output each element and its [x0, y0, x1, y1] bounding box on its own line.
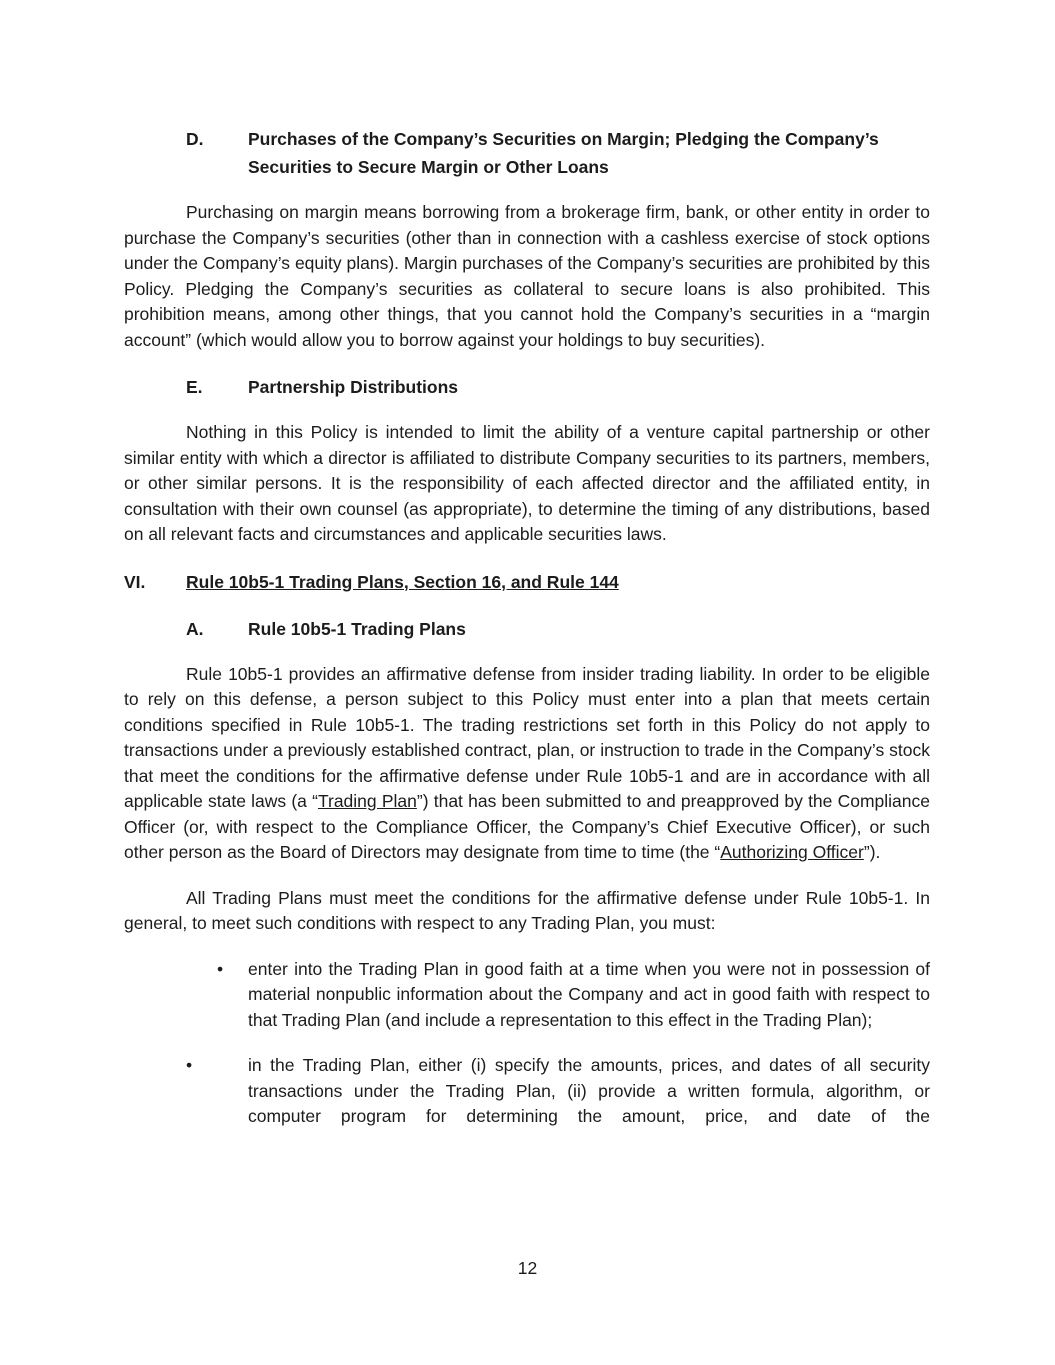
text-run: in the Trading Plan, either (i) specify the amounts, prices, and dates of all security transactions under the Trading Plan, (ii) provide a written formula, algorithm, or computer program for determining the amount, price, and date of the — [248, 1055, 930, 1126]
bullet-item — [124, 957, 930, 1034]
heading-label: D. — [186, 129, 204, 149]
bullet-icon: • — [217, 958, 224, 979]
heading-title: Rule 10b5-1 Trading Plans — [248, 618, 466, 639]
section-heading-VI — [124, 568, 930, 596]
text-run: Nothing in this Policy is intended to limit the ability of a venture capital partnership or other similar entity with which a director is affiliated to distribute Company securities to its partners, members, or other similar persons. It is the responsibility of each affected director and the affiliated entity, in consultation with their own counsel (as appropriate), to determine the timing of any distributions, based on all relevant facts and circumstances and applicable securities laws. — [124, 422, 930, 544]
document-content — [124, 125, 930, 1150]
body-paragraph — [124, 200, 930, 353]
heading-label: E. — [186, 377, 203, 397]
bullet-item — [124, 1053, 930, 1130]
text-run: ”). — [863, 842, 881, 862]
heading-title: Purchases of the Company’s Securities on Margin; Pledging the Company’s Securities to Secure Margin or Other Loans — [248, 129, 879, 177]
subsection-heading-D — [124, 125, 930, 181]
text-run: Rule 10b5-1 provides an affirmative defense from insider trading liability. In order to be eligible to rely on this defense, a person subject to this Policy must enter into a plan that meets certain conditions specified in Rule 10b5-1. The trading restrictions set forth in this Policy do not apply to transactions under a previously established contract, plan, or instruction to trade in the Company’s stock that meet the conditions for the affirmative defense under Rule 10b5-1 and are in accordance with all applicable state laws (a “ — [124, 663, 930, 811]
page-footer — [0, 1256, 1055, 1282]
heading-label: A. — [186, 618, 204, 639]
body-paragraph — [124, 662, 930, 866]
underlined-term: Authorizing Officer — [720, 842, 864, 862]
heading-title: Partnership Distributions — [248, 377, 459, 397]
heading-title: Rule 10b5-1 Trading Plans, Section 16, and Rule 144 — [186, 571, 619, 592]
subsection-heading-A — [124, 615, 930, 643]
text-run: enter into the Trading Plan in good faith at a time when you were not in possession of material nonpublic information about the Company and act in good faith with respect to that Trading Plan (and include a representation to this effect in the Trading Plan); — [248, 958, 930, 1030]
heading-label: VI. — [124, 571, 146, 592]
body-paragraph — [124, 420, 930, 548]
text-run: Purchasing on margin means borrowing from a brokerage firm, bank, or other entity in order to purchase the Company’s securities (other than in connection with a cashless exercise of stock options under the Company’s equity plans). Margin purchases of the Company’s securities are prohibited by this Policy. Pledging the Company’s securities as collateral to secure loans is also prohibited. This prohibition means, among other things, that you cannot hold the Company’s securities in a “margin account” (which would allow you to borrow against your holdings to buy securities). — [124, 202, 930, 350]
text-run: ”) that has been submitted to and preapproved by the Compliance Officer (or, with respect to the Compliance Officer, the Company’s Chief Executive Officer), or such other person as the Board of Directors may designate from time to time (the “ — [124, 791, 930, 862]
bullet-icon: • — [186, 1055, 193, 1075]
page-number: 12 — [517, 1258, 538, 1278]
subsection-heading-E — [124, 373, 930, 401]
underlined-term: Trading Plan — [317, 791, 417, 811]
text-run: All Trading Plans must meet the conditions for the affirmative defense under Rule 10b5-1. In general, to meet such conditions with respect to any Trading Plan, you must: — [124, 887, 930, 933]
body-paragraph — [124, 886, 930, 937]
